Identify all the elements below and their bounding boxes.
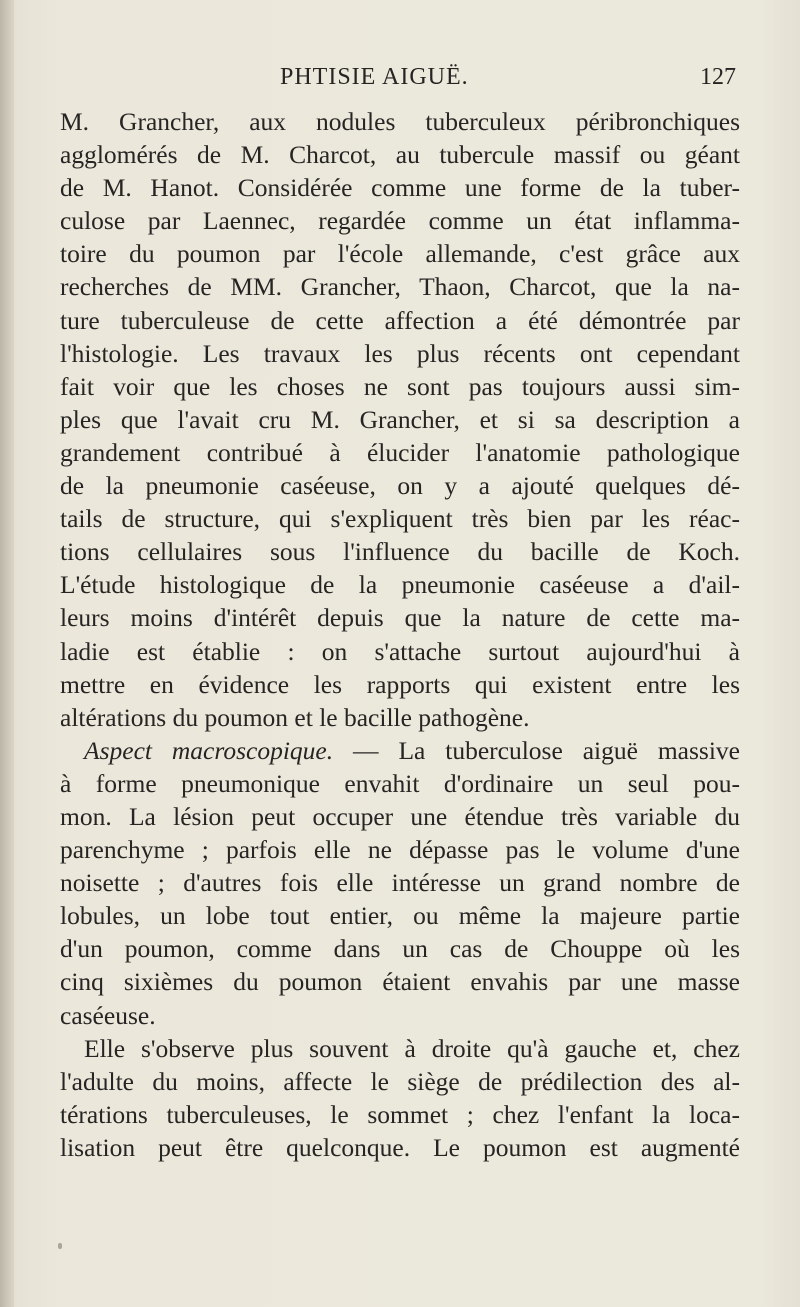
text-line: noisette ; d'autres fois elle intéresse un grand nombre de	[60, 868, 740, 898]
text-line: cinq sixièmes du poumon étaient envahis par une masse	[60, 967, 740, 997]
text-line: M. Grancher, aux nodules tuberculeux péribronchiques	[60, 107, 740, 136]
text-line: de la pneumonie caséeuse, on y a ajouté quelques dé-	[60, 471, 740, 501]
text-line: lisation peut être quelconque. Le poumon est augmenté	[60, 1132, 740, 1162]
page-binding-edge	[0, 0, 14, 1307]
text-line: d'un poumon, comme dans un cas de Chouppe où les	[60, 934, 740, 964]
text-line: caséeuse.	[60, 1000, 156, 1030]
text-line: lobules, un lobe tout entier, ou même la majeure partie	[60, 901, 740, 931]
text-line: ture tuberculeuse de cette affection a été démontrée par	[60, 305, 740, 335]
text-line: altérations du poumon et le bacille pathogène.	[60, 702, 530, 732]
text-line: culose par Laennec, regardée comme un état inflamma-	[60, 206, 740, 236]
text-line: à forme pneumonique envahit d'ordinaire un seul pou-	[60, 768, 740, 798]
page-number: 127	[700, 64, 736, 90]
section-first-line	[60, 734, 740, 767]
text-line: l'adulte du moins, affecte le siège de prédilection des al-	[60, 1066, 740, 1096]
text-line: ples que l'avait cru M. Grancher, et si sa description a	[60, 404, 740, 434]
text-line: tions cellulaires sous l'influence du bacille de Koch.	[60, 537, 740, 567]
text-line: tails de structure, qui s'expliquent très bien par les réac-	[60, 504, 740, 534]
text-line: mettre en évidence les rapports qui existent entre les	[60, 669, 740, 699]
text-line: fait voir que les choses ne sont pas toujours aussi sim-	[60, 371, 740, 401]
section-heading: Aspect macroscopique.	[84, 735, 334, 765]
text-line: L'étude histologique de la pneumonie caséeuse a d'ail-	[60, 570, 740, 600]
text-line: agglomérés de M. Charcot, au tubercule massif ou géant	[60, 140, 740, 170]
text-line: de M. Hanot. Considérée comme une forme de la tuber-	[60, 173, 740, 203]
section-first-line-text: — La tuberculose aiguë massive	[333, 735, 741, 765]
text-line: Elle s'observe plus souvent à droite qu'à gauche et, chez	[84, 1033, 740, 1063]
running-title: PHTISIE AIGUË.	[280, 64, 469, 90]
text-line: ladie est établie : on s'attache surtout aujourd'hui à	[60, 636, 740, 666]
page-header	[0, 64, 800, 94]
text-line: toire du poumon par l'école allemande, c'est grâce aux	[60, 239, 740, 269]
text-line: mon. La lésion peut occuper une étendue très variable du	[60, 801, 740, 831]
text-line: leurs moins d'intérêt depuis que la nature de cette ma-	[60, 603, 740, 633]
text-line: grandement contribué à élucider l'anatomie pathologique	[60, 437, 740, 467]
paper-speck	[58, 1243, 62, 1249]
body-text	[60, 105, 740, 1164]
text-line: parenchyme ; parfois elle ne dépasse pas le volume d'une	[60, 835, 740, 865]
text-line: recherches de MM. Grancher, Thaon, Charcot, que la na-	[60, 272, 740, 302]
text-line: térations tuberculeuses, le sommet ; chez l'enfant la loca-	[60, 1099, 740, 1129]
text-line: l'histologie. Les travaux les plus récents ont cependant	[60, 338, 740, 368]
